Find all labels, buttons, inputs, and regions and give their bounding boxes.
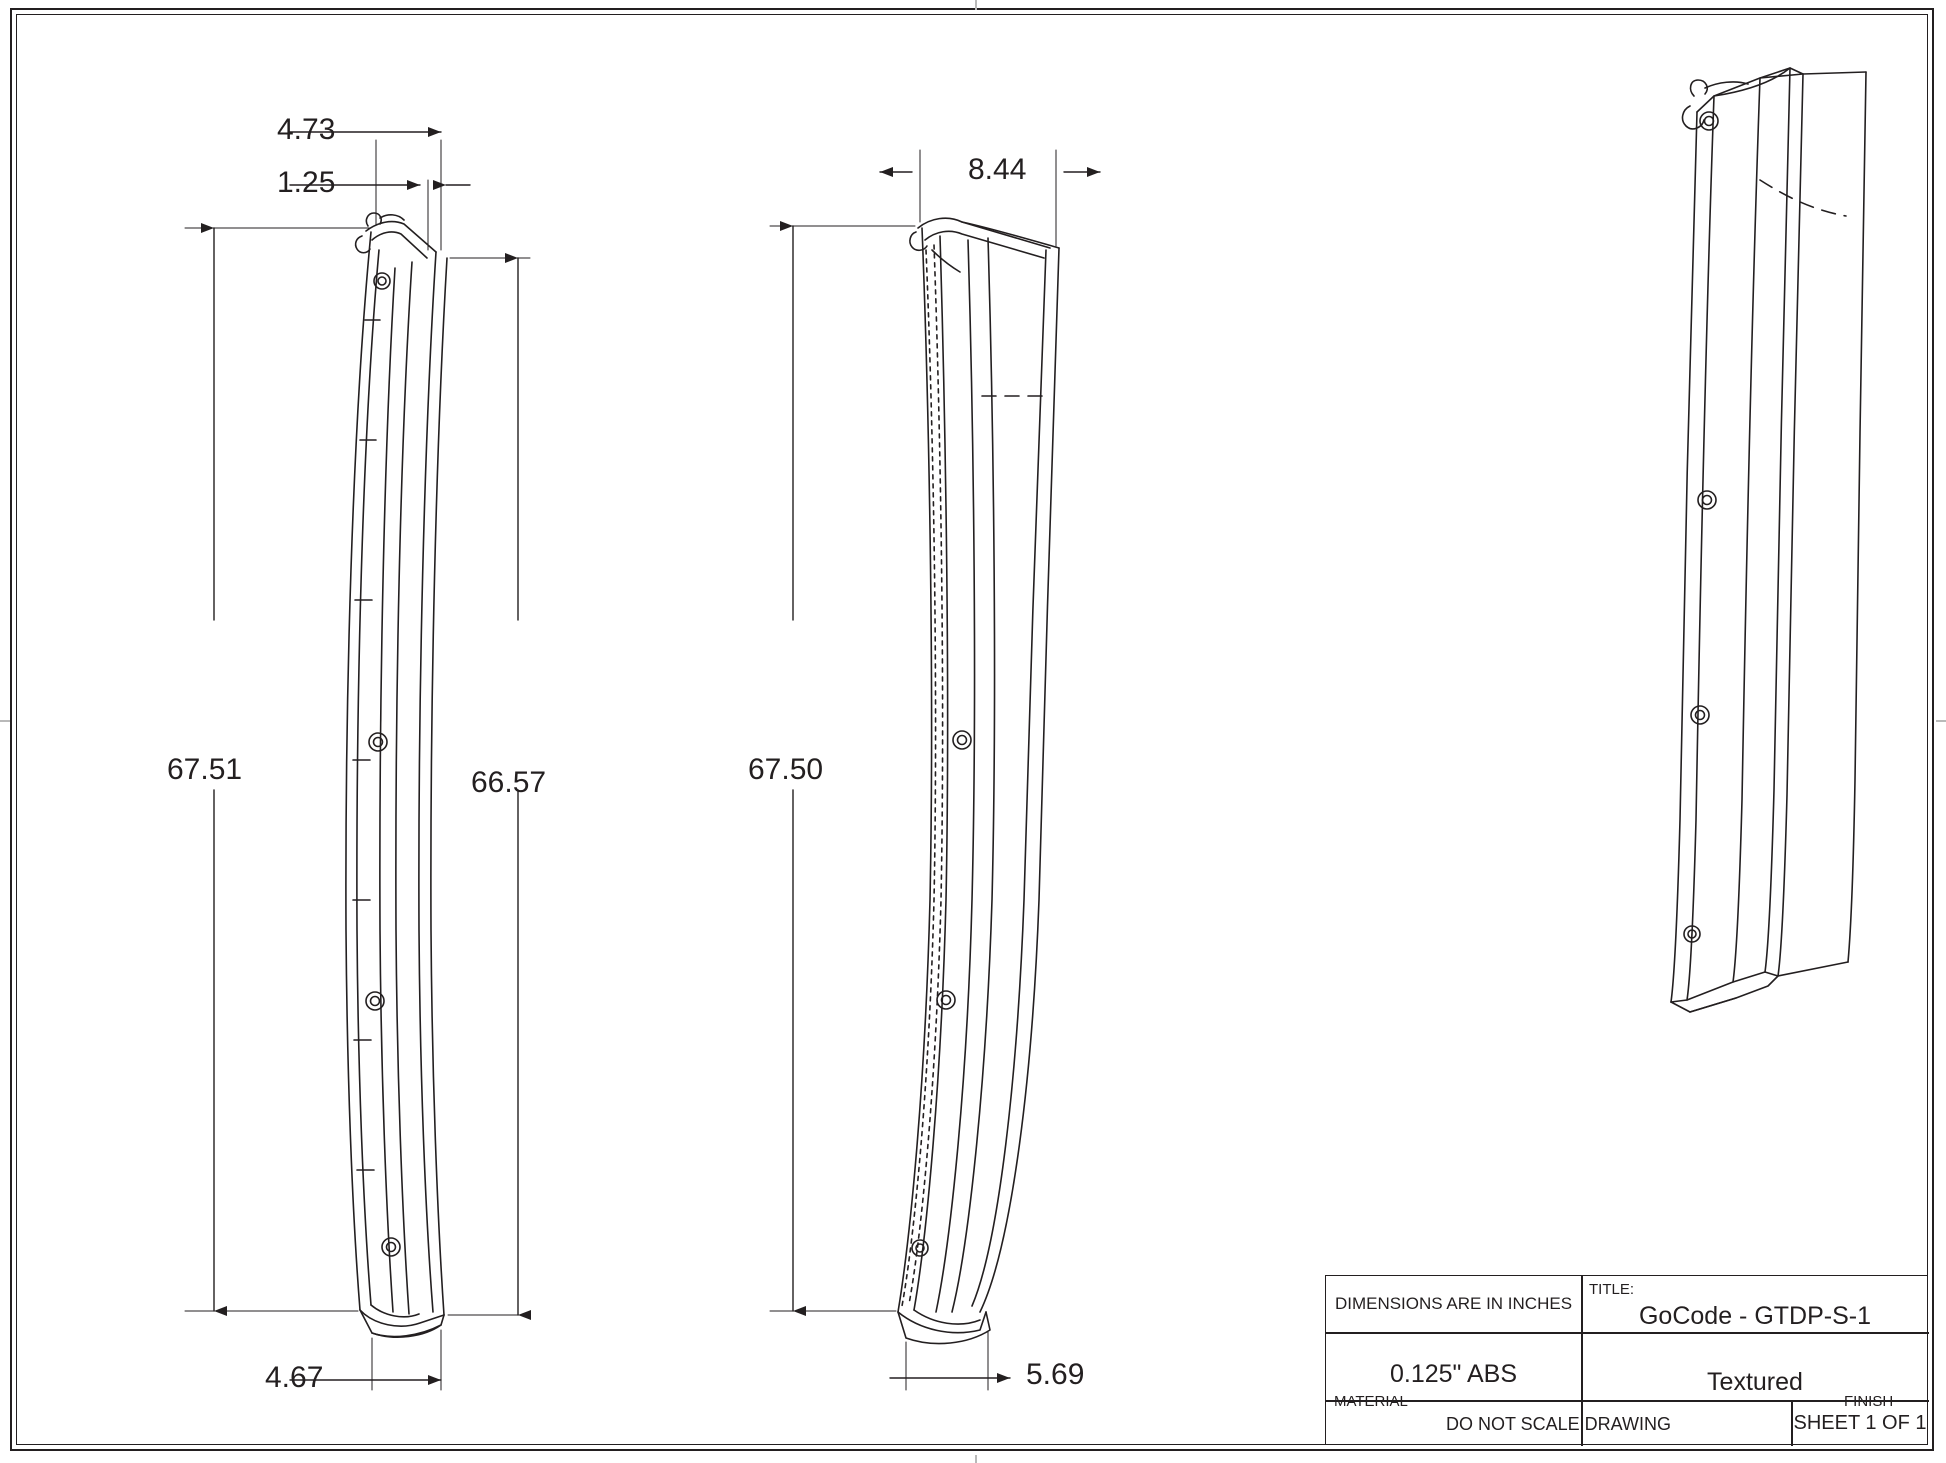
tb-title-value: GoCode - GTDP-S-1: [1638, 1302, 1871, 1330]
dim-label-side-bottom: 5.69: [1026, 1358, 1085, 1391]
front-view-geometry: [346, 213, 447, 1337]
dim-label-front-top-outer: 4.73: [277, 113, 336, 146]
dim-side-bottom-5-69: [890, 1332, 1010, 1390]
dim-label-front-height-right: 66.57: [471, 766, 547, 799]
tb-units-cell: [1326, 1276, 1581, 1332]
dim-label-side-height: 67.50: [748, 753, 824, 786]
tb-do-not-scale-cell: [1326, 1400, 1791, 1446]
tb-sheet-number: SHEET 1 OF 1: [1793, 1412, 1927, 1434]
iso-view-geometry: [1671, 68, 1866, 1012]
tb-title-label: TITLE:: [1589, 1281, 1635, 1298]
dim-label-front-bottom: 4.67: [265, 1361, 324, 1394]
tb-finish-value: Textured: [1707, 1368, 1803, 1396]
tb-units-note: DIMENSIONS ARE IN INCHES: [1334, 1294, 1573, 1313]
dim-label-front-top-inner: 1.25: [277, 166, 336, 199]
title-block: [1325, 1275, 1928, 1445]
dim-label-front-height-left: 67.51: [167, 753, 243, 786]
tb-material-value: 0.125" ABS: [1389, 1360, 1518, 1388]
tb-do-not-scale: DO NOT SCALE DRAWING: [1445, 1414, 1672, 1434]
tb-material-label: MATERIAL: [1334, 1393, 1408, 1410]
tb-sheet-cell: [1791, 1400, 1929, 1446]
side-view-geometry: [898, 218, 1059, 1343]
tb-finish-label: FINISH: [1844, 1393, 1894, 1410]
dim-label-side-top: 8.44: [968, 153, 1027, 186]
